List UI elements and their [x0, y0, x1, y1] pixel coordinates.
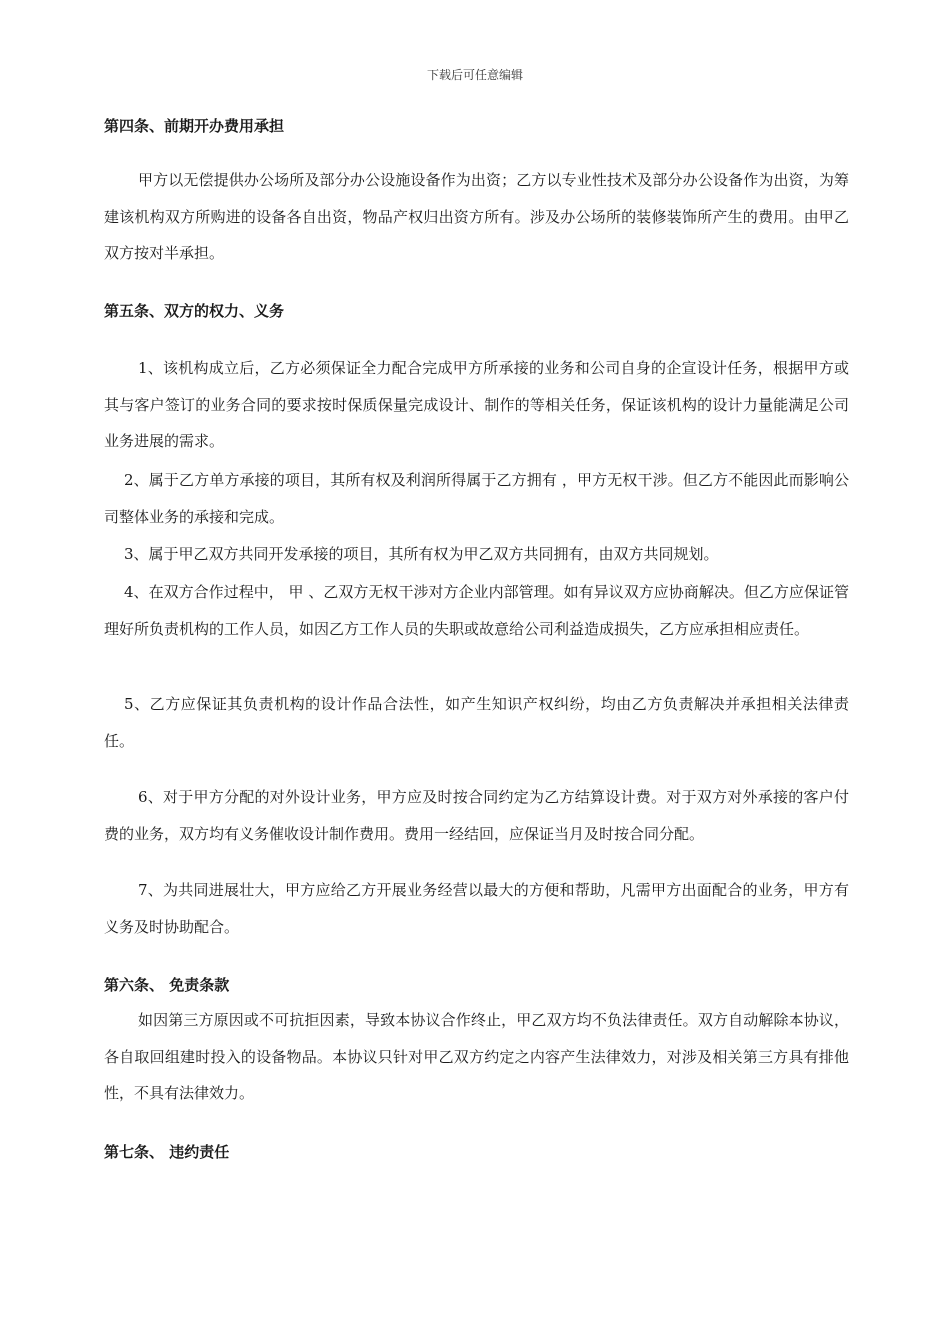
- section-5-item-4: 4、在双方合作过程中， 甲 、乙双方无权干涉对方企业内部管理。如有异议双方应协商解决。但乙方应保证管理好所负责机构的工作人员，如因乙方工作人员的失职或故意给公司利益造成损失，乙方应承担相应责任。: [104, 583, 849, 638]
- section-7-title: 第七条、 违约责任: [104, 1143, 230, 1161]
- section-5-item-1: 1、该机构成立后，乙方必须保证全力配合完成甲方所承接的业务和公司自身的企宣设计任务，根据甲方或其与客户签订的业务合同的要求按时保质保量完成设计、制作的等相关任务，保证该机构的设计力量能满足公司业务进展的需求。: [104, 359, 849, 450]
- section-5-item-7: 7、为共同进展壮大，甲方应给乙方开展业务经营以最大的方便和帮助，凡需甲方出面配合的业务，甲方有义务及时协助配合。: [104, 881, 849, 936]
- section-4-paragraph: 甲方以无偿提供办公场所及部分办公设施设备作为出资；乙方以专业性技术及部分办公设备作为出资，为筹建该机构双方所购进的设备各自出资，物品产权归出资方所有。涉及办公场所的装修装饰所产生的费用。由甲乙双方按对半承担。: [104, 171, 849, 262]
- section-6-paragraph: 如因第三方原因或不可抗拒因素，导致本协议合作终止，甲乙双方均不负法律责任。双方自动解除本协议，各自取回组建时投入的设备物品。本协议只针对甲乙双方约定之内容产生法律效力，对涉及相关第三方具有排他性，不具有法律效力。: [104, 1011, 849, 1102]
- section-6-title: 第六条、 免责条款: [104, 976, 230, 994]
- section-5-item-6: 6、对于甲方分配的对外设计业务，甲方应及时按合同约定为乙方结算设计费。对于双方对外承接的客户付费的业务，双方均有义务催收设计制作费用。费用一经结回，应保证当月及时按合同分配。: [104, 788, 849, 843]
- section-4-title: 第四条、前期开办费用承担: [104, 117, 285, 135]
- section-5-item-5: 5、乙方应保证其负责机构的设计作品合法性，如产生知识产权纠纷，均由乙方负责解决并承担相关法律责任。: [104, 695, 849, 750]
- section-5-item-3: 3、属于甲乙双方共同开发承接的项目，其所有权为甲乙双方共同拥有，由双方共同规划。: [124, 545, 719, 563]
- page-header: 下载后可任意编辑: [426, 68, 523, 82]
- section-5-item-2: 2、属于乙方单方承接的项目，其所有权及利润所得属于乙方拥有 ，甲方无权干涉。但乙方不能因此而影响公司整体业务的承接和完成。: [104, 471, 849, 526]
- section-5-title: 第五条、双方的权力、义务: [104, 302, 285, 320]
